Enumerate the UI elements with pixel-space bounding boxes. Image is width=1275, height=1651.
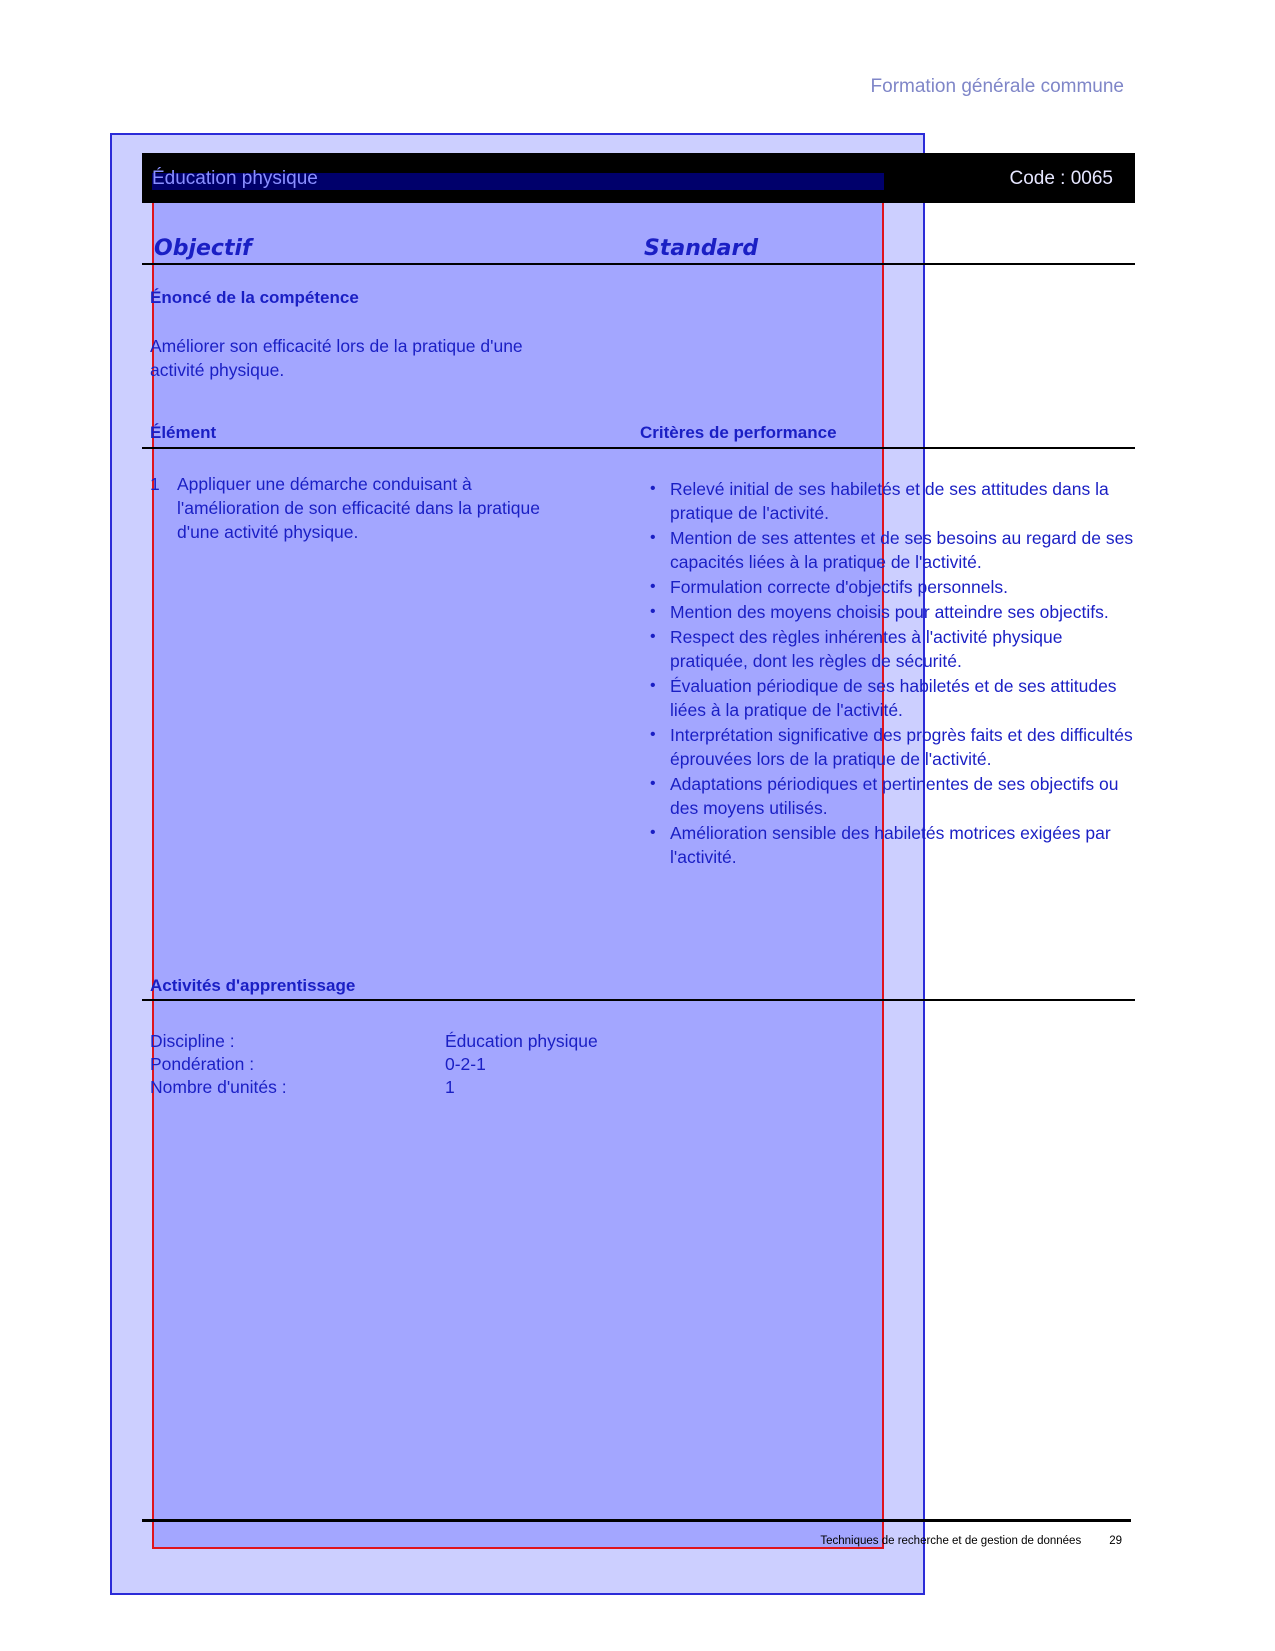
ponderation-label: Pondération : (150, 1054, 255, 1074)
criteria-item: • Adaptations périodiques et pertinentes de ses objectifs ou des moyens utilisés. (648, 772, 1138, 821)
criteria-item: • Amélioration sensible des habiletés motrices exigées par l'activité. (648, 821, 1138, 870)
criteria-item: • Mention des moyens choisis pour atteindre ses objectifs. (648, 600, 1138, 624)
divider (142, 999, 1135, 1001)
activities-heading: Activités d'apprentissage (150, 976, 356, 995)
element-text-line3: d'une activité physique. (177, 522, 359, 542)
element-text-line1: Appliquer une démarche conduisant à (177, 474, 472, 494)
criteria-heading: Critères de performance (640, 423, 837, 442)
criteria-list (648, 477, 1138, 870)
course-code: Code : 0065 (1009, 168, 1113, 189)
objective-heading: Objectif (154, 236, 252, 261)
footer-divider (142, 1519, 1131, 1522)
criteria-item: • Respect des règles inhérentes à l'activité physique pratiquée, dont les règles de sécurité. (648, 625, 1138, 674)
criteria-item: • Évaluation périodique de ses habiletés et de ses attitudes liées à la pratique de l'activité. (648, 674, 1138, 723)
units-value: 1 (445, 1077, 455, 1097)
competence-text-line2: activité physique. (150, 360, 285, 380)
page-footer (820, 1535, 1122, 1547)
footer-program: Techniques de recherche et de gestion de données (820, 1535, 1082, 1547)
discipline-label: Discipline : (150, 1031, 235, 1051)
competence-text-line1: Améliorer son efficacité lors de la pratique d'une (150, 336, 523, 356)
criteria-item: • Relevé initial de ses habiletés et de ses attitudes dans la pratique de l'activité. (648, 477, 1138, 526)
page-number: 29 (1109, 1535, 1122, 1547)
page-header: Formation générale commune (870, 76, 1124, 97)
element-heading: Élément (150, 423, 217, 442)
criteria-item: • Formulation correcte d'objectifs personnels. (648, 575, 1138, 599)
criteria-item: • Mention de ses attentes et de ses besoins au regard de ses capacités liées à la pratique de l'activité. (648, 526, 1138, 575)
divider (142, 263, 1135, 265)
ponderation-value: 0-2-1 (445, 1054, 486, 1074)
element-number: 1 (150, 474, 160, 494)
element-text-line2: l'amélioration de son efficacité dans la pratique (177, 498, 540, 518)
standard-heading: Standard (644, 236, 759, 261)
units-label: Nombre d'unités : (150, 1077, 287, 1097)
discipline-value: Éducation physique (445, 1031, 598, 1051)
criteria-item: • Interprétation significative des progrès faits et des difficultés éprouvées lors de la pratique de l'activité. (648, 723, 1138, 772)
course-name: Éducation physique (152, 168, 318, 189)
divider (142, 447, 1135, 449)
competence-heading: Énoncé de la compétence (150, 288, 359, 307)
